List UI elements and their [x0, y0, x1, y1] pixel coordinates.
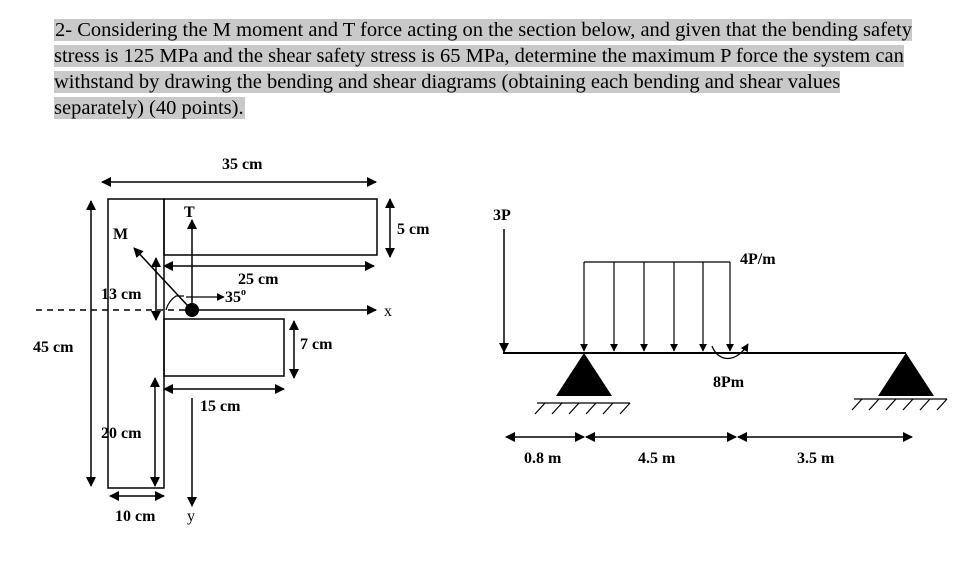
- span-1-label: 0.8 m: [524, 450, 562, 467]
- dim-web-upper-label: 13 cm: [101, 286, 142, 303]
- t-force-label: T: [184, 204, 195, 221]
- point-load-label: 3P: [493, 207, 511, 224]
- distributed-load-label: 4P/m: [740, 251, 776, 268]
- cross-section: [108, 199, 377, 488]
- dim-top-width-label: 35 cm: [222, 156, 263, 173]
- y-axis-label: y: [187, 508, 195, 525]
- span-3-label: 3.5 m: [797, 450, 835, 467]
- dim-lower-web-label: 20 cm: [101, 425, 142, 442]
- right-support: [878, 353, 934, 396]
- m-moment-label: M: [113, 226, 129, 243]
- middle-plate: [164, 319, 284, 376]
- problem-text-highlight: 2- Considering the M moment and T force acting on the section below, and given that the bending safety stress is 125 MPa and the shear safety stress is 65 MPa, determine the maximum P force the system can withstand by drawing the bending and shear diagrams (obtaining each bending and shear values separately) (40 points).: [54, 19, 912, 119]
- distributed-load-arrows: [584, 262, 730, 351]
- dim-middle-plate-label: 7 cm: [300, 336, 333, 353]
- x-axis-label: x: [384, 303, 392, 320]
- m-moment-arrow: [134, 248, 188, 306]
- dim-top-flange-label: 5 cm: [397, 221, 430, 238]
- dim-total-height-label: 45 cm: [33, 339, 74, 356]
- span-2-label: 4.5 m: [638, 450, 676, 467]
- left-support-hatch: [535, 403, 630, 414]
- dim-middle-width-label: 15 cm: [200, 398, 241, 415]
- beam-diagram: [493, 207, 947, 467]
- dim-right-label: 25 cm: [238, 271, 279, 288]
- right-support-hatch: [852, 399, 947, 410]
- moment-label: 8Pm: [713, 374, 745, 391]
- centroid-point: [185, 303, 199, 317]
- dim-bottom-width-label: 10 cm: [115, 508, 156, 525]
- top-flange: [164, 199, 377, 255]
- left-support: [556, 353, 612, 396]
- angle-label: 35$^o$: [225, 287, 246, 306]
